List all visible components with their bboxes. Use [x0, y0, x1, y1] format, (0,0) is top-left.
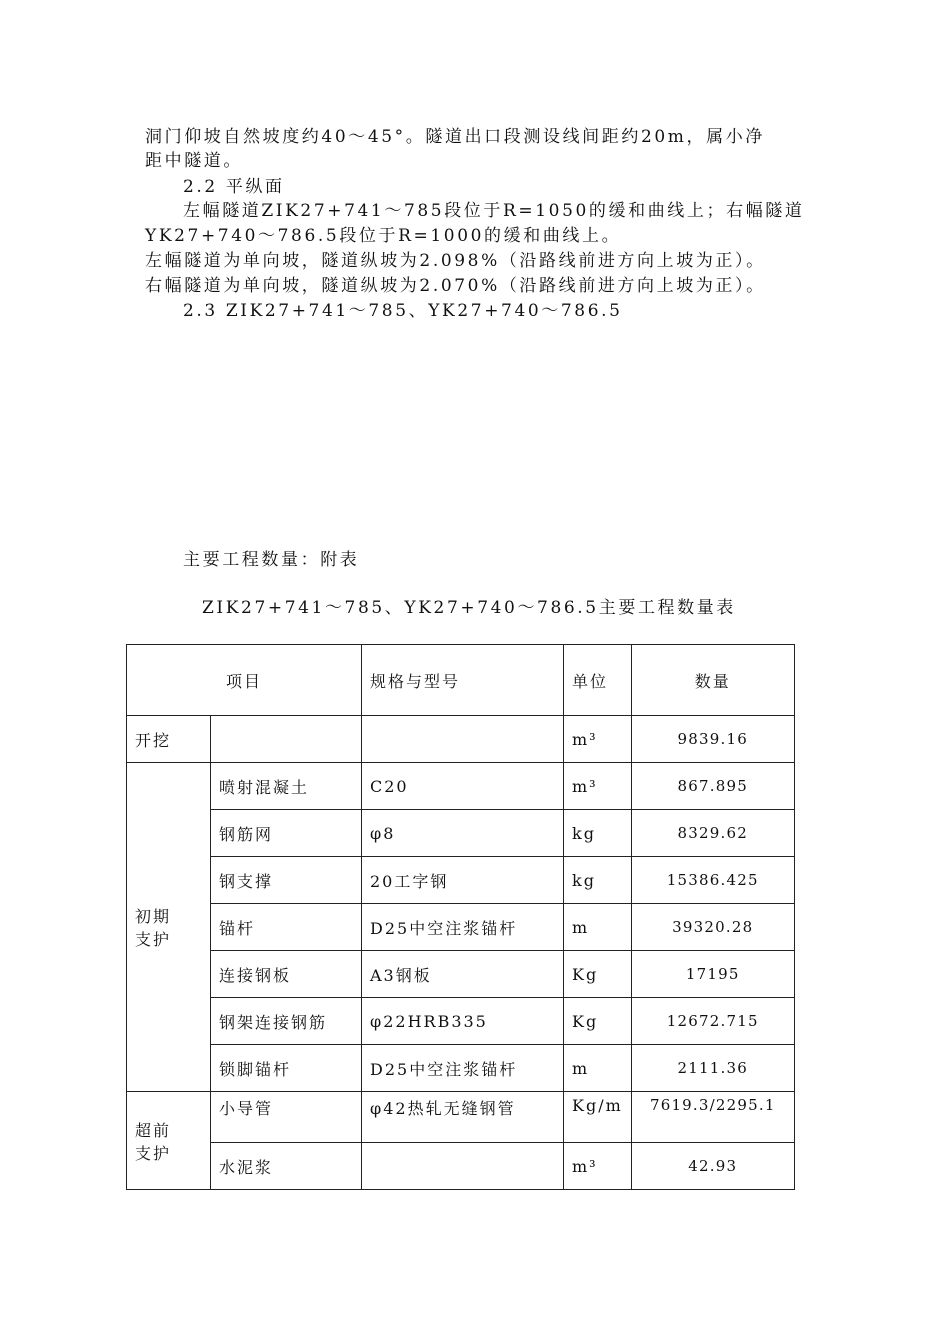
table-row	[127, 998, 795, 1045]
table-row	[127, 1092, 795, 1143]
paragraph-line: 左幅隧道为单向坡，隧道纵坡为2.098%（沿路线前进方向上坡为正）。	[145, 251, 766, 271]
paragraph-line: 洞门仰坡自然坡度约40～45°。隧道出口段测设线间距约20m，属小净	[145, 127, 765, 147]
table-header-row	[127, 645, 795, 716]
spec-cell	[362, 1143, 564, 1190]
qty-cell: 2111.36	[631, 1045, 794, 1092]
spec-cell: φ42热轧无缝钢管	[362, 1092, 564, 1143]
category-label-line: 支护	[135, 930, 172, 949]
table-row	[127, 810, 795, 857]
item-cell: 钢架连接钢筋	[211, 998, 362, 1045]
item-cell: 小导管	[211, 1092, 362, 1143]
item-cell: 连接钢板	[211, 951, 362, 998]
header-unit: 单位	[564, 645, 632, 716]
table-row	[127, 904, 795, 951]
spec-cell: 20工字钢	[362, 857, 564, 904]
category-cell	[127, 1092, 211, 1190]
header-item: 项目	[127, 645, 362, 716]
header-spec: 规格与型号	[362, 645, 564, 716]
section-heading: 2.2 平纵面	[183, 177, 285, 197]
unit-cell: Kg/m	[564, 1092, 632, 1143]
paragraph-line: 距中隧道。	[145, 151, 243, 171]
item-cell: 喷射混凝土	[211, 763, 362, 810]
spec-cell: φ8	[362, 810, 564, 857]
spec-cell: φ22HRB335	[362, 998, 564, 1045]
unit-cell: m	[564, 1045, 632, 1092]
table-row	[127, 857, 795, 904]
paragraph-line: YK27+740～786.5段位于R=1000的缓和曲线上。	[145, 226, 622, 246]
spec-cell	[362, 716, 564, 763]
category-label-line: 超前	[135, 1120, 172, 1140]
quantity-table	[126, 644, 795, 1190]
table-row	[127, 716, 795, 763]
table-row	[127, 1143, 795, 1190]
spec-cell: C20	[362, 763, 564, 810]
paragraph-line: 左幅隧道ZIK27+741～785段位于R=1050的缓和曲线上；右幅隧道	[183, 201, 805, 221]
category-label-line: 初期	[135, 907, 172, 926]
spec-cell: D25中空注浆锚杆	[362, 904, 564, 951]
unit-cell: m³	[564, 716, 632, 763]
item-cell: 钢筋网	[211, 810, 362, 857]
unit-cell: kg	[564, 810, 632, 857]
spec-cell: D25中空注浆锚杆	[362, 1045, 564, 1092]
qty-cell: 867.895	[631, 763, 794, 810]
quantity-intro: 主要工程数量：附表	[183, 550, 360, 570]
item-cell: 锁脚锚杆	[211, 1045, 362, 1092]
paragraph-line: 右幅隧道为单向坡，隧道纵坡为2.070%（沿路线前进方向上坡为正）。	[145, 276, 766, 296]
item-cell: 水泥浆	[211, 1143, 362, 1190]
table-row	[127, 1045, 795, 1092]
unit-cell: m	[564, 904, 632, 951]
section-heading: 2.3 ZIK27+741～785、YK27+740～786.5	[183, 301, 623, 321]
item-cell: 钢支撑	[211, 857, 362, 904]
unit-cell: m³	[564, 763, 632, 810]
qty-cell: 7619.3/2295.1	[631, 1092, 794, 1143]
unit-cell: Kg	[564, 951, 632, 998]
qty-cell: 39320.28	[631, 904, 794, 951]
qty-cell: 9839.16	[631, 716, 794, 763]
qty-cell: 12672.715	[631, 998, 794, 1045]
qty-cell: 17195	[631, 951, 794, 998]
qty-cell: 8329.62	[631, 810, 794, 857]
item-cell	[211, 716, 362, 763]
category-cell: 开挖	[127, 716, 211, 763]
table-row	[127, 951, 795, 998]
item-cell: 锚杆	[211, 904, 362, 951]
qty-cell: 42.93	[631, 1143, 794, 1190]
unit-cell: Kg	[564, 998, 632, 1045]
qty-cell: 15386.425	[631, 857, 794, 904]
unit-cell: m³	[564, 1143, 632, 1190]
unit-cell: kg	[564, 857, 632, 904]
spec-cell: A3钢板	[362, 951, 564, 998]
category-cell	[127, 763, 211, 1092]
header-qty: 数量	[631, 645, 794, 716]
category-label-line: 支护	[135, 1143, 172, 1163]
table-row	[127, 763, 795, 810]
table-title: ZIK27+741～785、YK27+740～786.5主要工程数量表	[202, 598, 736, 618]
